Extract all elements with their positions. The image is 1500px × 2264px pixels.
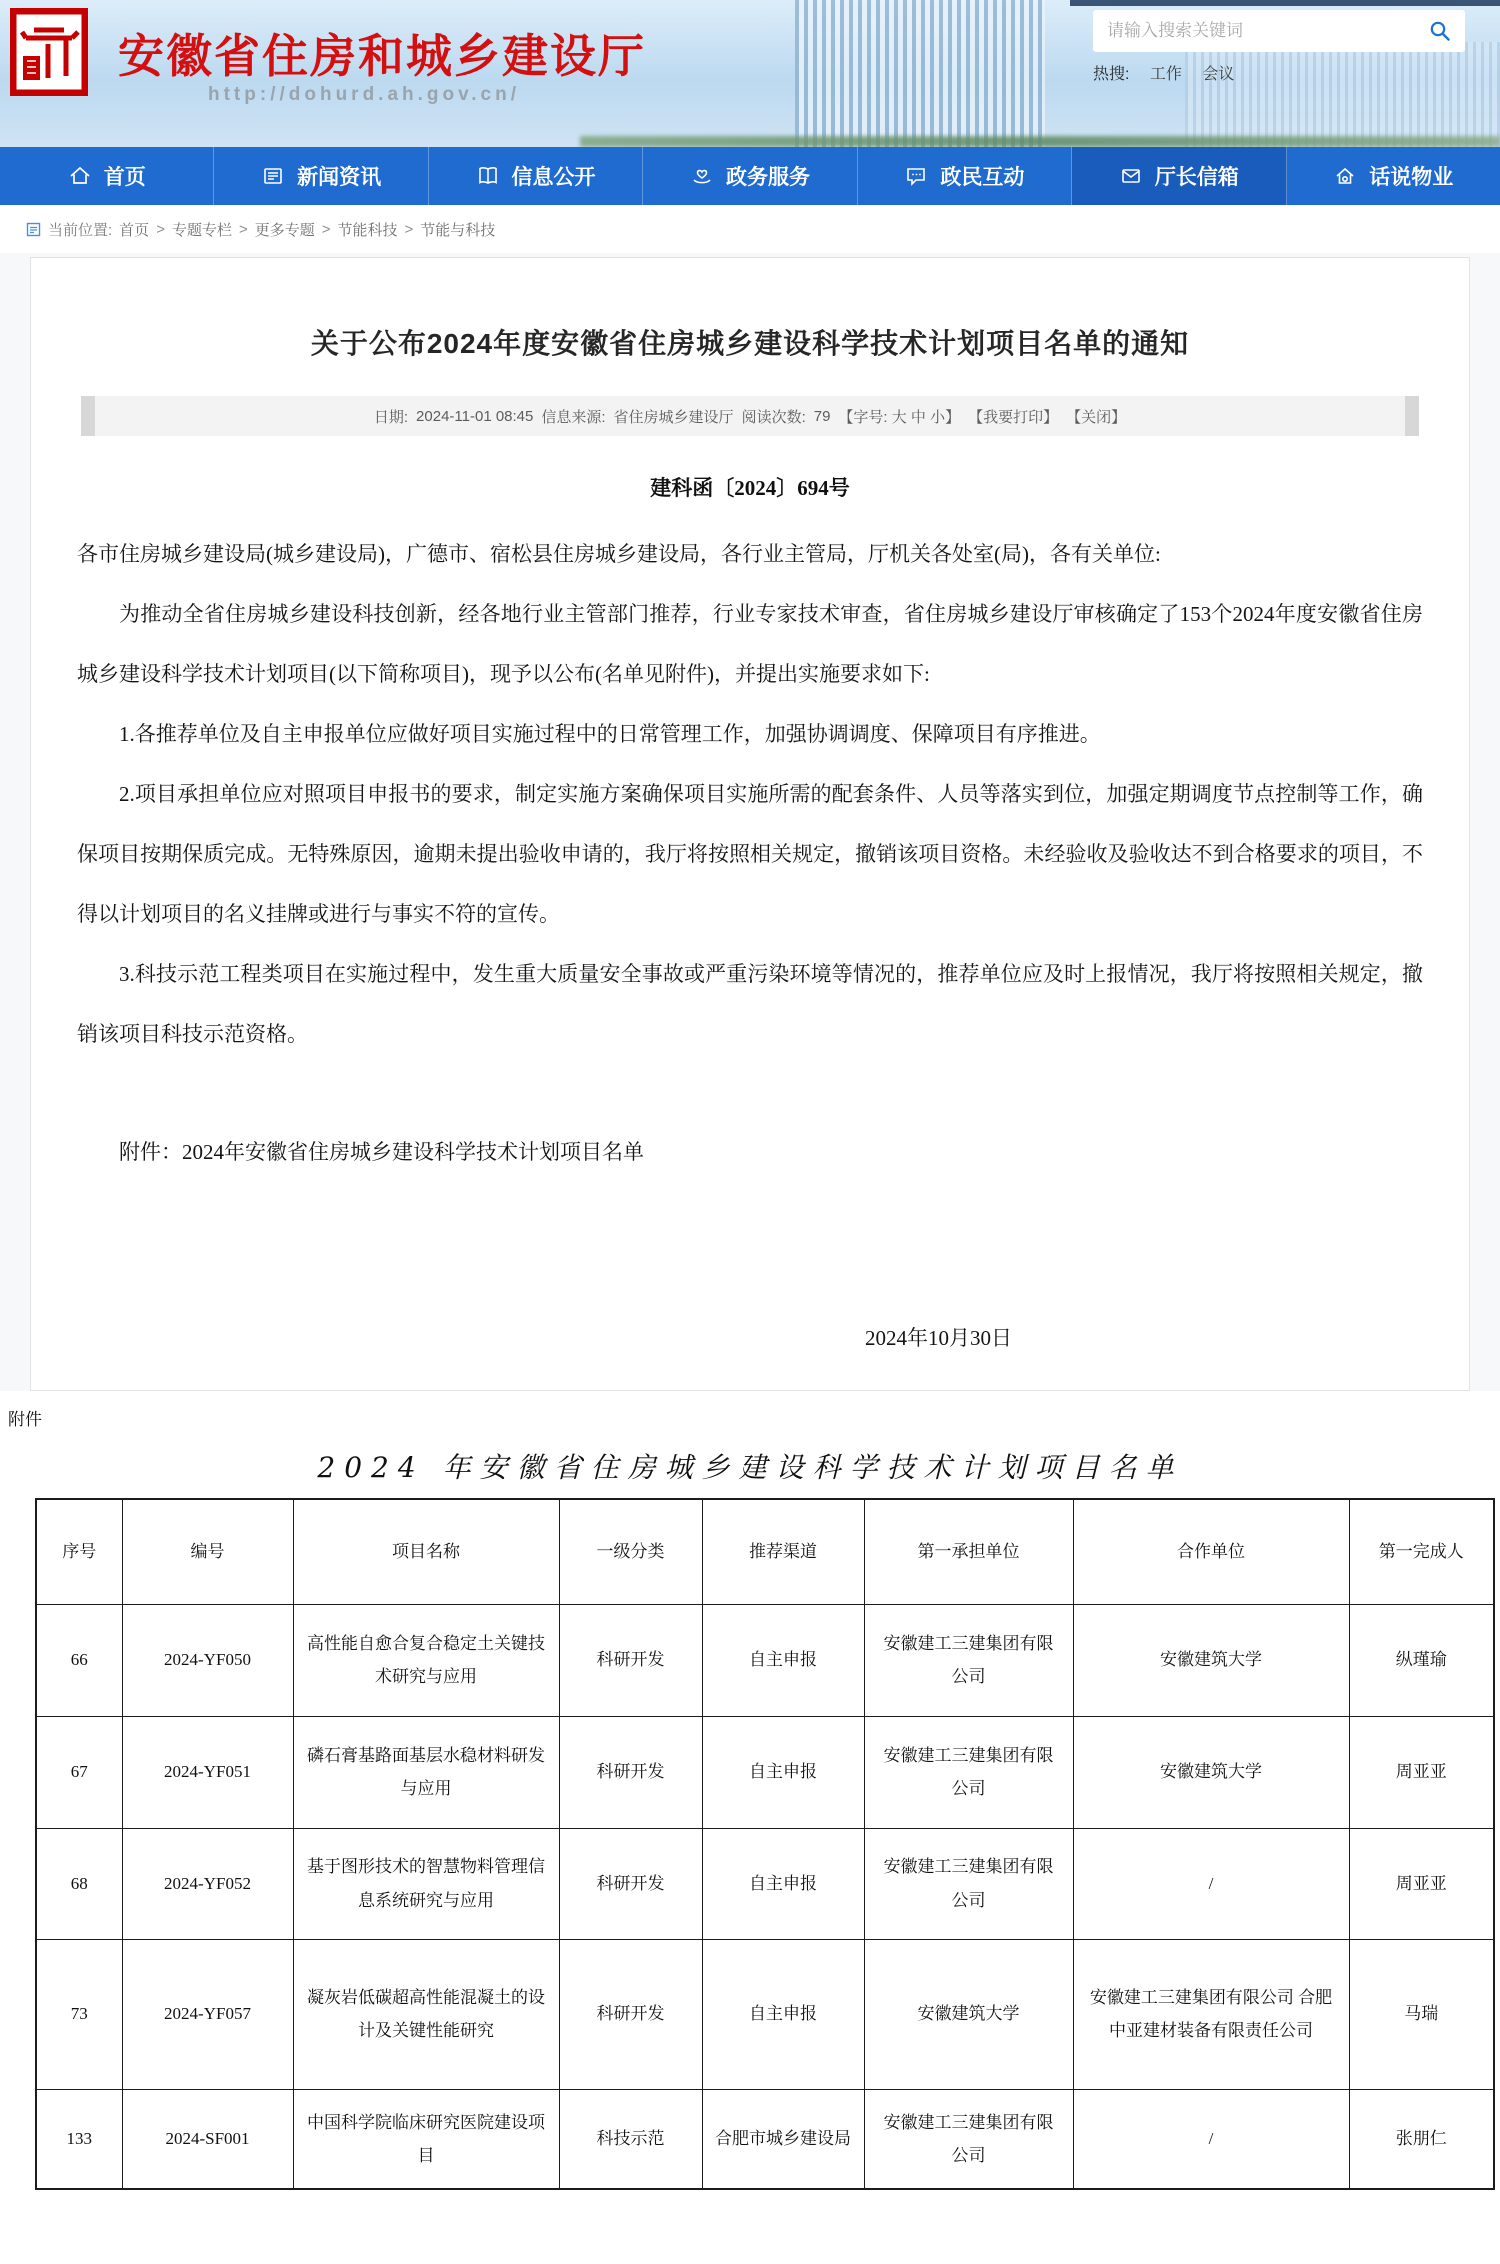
cell-code: 2024-YF050 [122,1604,293,1716]
nav-label: 信息公开 [511,166,596,189]
col-header-lead-unit: 第一承担单位 [864,1499,1073,1604]
search-button[interactable] [1423,14,1457,48]
cell-seq: 66 [36,1604,122,1716]
col-header-seq: 序号 [36,1499,122,1604]
nav-label: 话说物业 [1369,166,1454,189]
cell-category: 科研开发 [559,1716,702,1828]
cell-lead-unit: 安徽建工三建集团有限公司 [864,2089,1073,2189]
cell-code: 2024-SF001 [122,2089,293,2189]
table-row [36,1716,1494,1828]
cell-partner-unit: / [1073,2089,1349,2189]
project-table [35,1498,1495,2190]
cell-first-author: 纵瑾瑜 [1349,1604,1494,1716]
cell-category: 科研开发 [559,1939,702,2089]
breadcrumb-separator: > [321,220,331,238]
cell-seq: 133 [36,2089,122,2189]
site-url: http://dohurd.ah.gov.cn/ [208,84,521,105]
cell-category: 科研开发 [559,1604,702,1716]
document-number: 建科函〔2024〕694号 [650,476,850,500]
meta-date-label: 日期: [373,408,409,426]
breadcrumb-label: 当前位置: [48,221,113,239]
meta-bar-end-cap [1405,396,1419,436]
cell-code: 2024-YF052 [122,1828,293,1939]
hot-search-label: 热搜: [1093,66,1130,83]
col-header-partner-unit: 合作单位 [1073,1499,1349,1604]
breadcrumb-item-home[interactable]: 首页 [119,221,150,239]
agency-logo-icon [10,8,88,96]
page-title: 关于公布2024年度安徽省住房城乡建设科学技术计划项目名单的通知 [310,328,1190,359]
mailbox-icon [1119,164,1143,188]
meta-views-label: 阅读次数: [741,408,806,426]
close-button[interactable]: 【关闭】 [1066,408,1127,426]
cell-seq: 73 [36,1939,122,2089]
breadcrumb-separator: > [238,220,248,238]
search-input[interactable] [1097,21,1423,41]
meta-views-value: 79 [813,407,831,425]
cell-first-author: 周亚亚 [1349,1828,1494,1939]
breadcrumb-item-energy-and-tech[interactable]: 节能与科技 [420,221,496,239]
col-header-category: 一级分类 [559,1499,702,1604]
col-header-first-author: 第一完成人 [1349,1499,1494,1604]
print-button[interactable]: 【我要打印】 [968,408,1059,426]
cell-lead-unit: 安徽建筑大学 [864,1939,1073,2089]
cell-first-author: 张朋仁 [1349,2089,1494,2189]
building-photo-decoration [795,0,1045,147]
cell-channel: 自主申报 [702,1716,864,1828]
table-row [36,1939,1494,2089]
search-box[interactable] [1093,10,1465,52]
article-meta-bar [81,396,1419,436]
paragraph-requirement-3: 3.科技示范工程类项目在实施过程中，发生重大质量安全事故或严重污染环境等情况的，推荐单位应及时上报情况，我厅将按照相关规定，撤销该项目科技示范资格。 [77,962,1423,1046]
location-icon [26,222,41,237]
attachment-label: 附件 [8,1410,42,1429]
cell-project-name: 磷石膏基路面基层水稳材料研发与应用 [293,1716,559,1828]
hot-search [1093,61,1234,84]
home-icon [68,164,92,188]
table-row [36,1828,1494,1939]
cell-channel: 自主申报 [702,1828,864,1939]
col-header-project-name: 项目名称 [293,1499,559,1604]
meta-source-value: 省住房城乡建设厅 [613,408,734,426]
cell-partner-unit: 安徽建筑大学 [1073,1604,1349,1716]
nav-item-info-disclosure[interactable] [429,147,643,205]
trees-decoration [580,136,1500,147]
paragraph-requirement-2: 2.项目承担单位应对照项目申报书的要求，制定实施方案确保项目实施所需的配套条件、人员等落实到位，加强定期调度节点控制等工作，确保项目按期保质完成。无特殊原因，逾期未提出验收申请的，我厅将按照相关规定，撤销该项目资格。未经验收及验收达不到合格要求的项目，不得以计划项目的名义挂牌或进行与事实不符的宣传。 [77,782,1423,926]
signature-date: 2024年10月30日 [865,1326,1013,1350]
search-icon [1428,19,1452,43]
breadcrumb-separator: > [156,220,165,238]
site-title: 安徽省住房和城乡建设厅 [118,30,646,82]
meta-source-label: 信息来源: [541,408,606,426]
nav-item-property-talk[interactable] [1287,147,1500,205]
breadcrumb-separator: > [404,220,414,238]
article-body [77,524,1423,1182]
nav-label: 政民互动 [940,166,1025,189]
cell-lead-unit: 安徽建工三建集团有限公司 [864,1828,1073,1939]
font-size-control[interactable]: 【字号: 大 中 小】 [838,408,961,426]
cell-project-name: 高性能自愈合复合稳定土关键技术研究与应用 [293,1604,559,1716]
nav-item-director-mailbox[interactable] [1072,147,1286,205]
nav-item-news[interactable] [214,147,428,205]
nav-label: 厅长信箱 [1154,166,1239,189]
photo-edge-decoration [1070,0,1500,6]
cell-first-author: 周亚亚 [1349,1716,1494,1828]
cell-project-name: 凝灰岩低碳超高性能混凝土的设计及关键性能研究 [293,1939,559,2089]
attachment-reference-line: 附件：2024年安徽省住房城乡建设科学技术计划项目名单 [119,1140,644,1164]
breadcrumb-item-more-topics[interactable]: 更多专题 [254,221,315,239]
cell-project-name: 基于图形技术的智慧物料管理信息系统研究与应用 [293,1828,559,1939]
cell-partner-unit: 安徽建工三建集团有限公司 合肥中亚建材装备有限责任公司 [1073,1939,1349,2089]
cell-partner-unit: 安徽建筑大学 [1073,1716,1349,1828]
cell-category: 科技示范 [559,2089,702,2189]
cell-lead-unit: 安徽建工三建集团有限公司 [864,1604,1073,1716]
paragraph-intro: 为推动全省住房城乡建设科技创新，经各地行业主管部门推荐，行业专家技术审查，省住房城乡建设厅审核确定了153个2024年度安徽省住房城乡建设科学技术计划项目(以下简称项目)，现予以公布(名单见附件)，并提出实施要求如下: [77,602,1423,686]
cell-project-name: 中国科学院临床研究医院建设项目 [293,2089,559,2189]
meta-date-value: 2024-11-01 08:45 [416,407,534,425]
open-book-icon [476,164,500,188]
cell-category: 科研开发 [559,1828,702,1939]
meta-bar-end-cap [81,396,95,436]
main-nav [0,147,1500,205]
nav-item-gov-services[interactable] [643,147,857,205]
breadcrumb [0,205,1500,253]
cell-code: 2024-YF051 [122,1716,293,1828]
nav-label: 政务服务 [725,166,810,189]
cell-code: 2024-YF057 [122,1939,293,2089]
breadcrumb-item-special-columns[interactable]: 专题专栏 [171,221,232,239]
table-row [36,1604,1494,1716]
attachment-table-title: 2024 年安徽省住房城乡建设科学技术计划项目名单 [317,1451,1183,1484]
site-header [0,0,1500,147]
property-house-icon [1333,164,1357,188]
cell-seq: 67 [36,1716,122,1828]
cell-seq: 68 [36,1828,122,1939]
nav-label: 首页 [103,166,146,189]
nav-label: 新闻资讯 [297,166,382,189]
news-icon [261,164,285,188]
main-content-area [0,253,1500,1391]
col-header-channel: 推荐渠道 [702,1499,864,1604]
nav-item-interaction[interactable] [858,147,1072,205]
cell-partner-unit: / [1073,1828,1349,1939]
paragraph-addressees: 各市住房城乡建设局(城乡建设局)，广德市、宿松县住房城乡建设局，各行业主管局，厅机关各处室(局)，各有关单位: [77,542,1161,566]
service-hands-icon [690,164,714,188]
hot-keyword-work[interactable]: 工作 [1149,66,1182,83]
cell-channel: 合肥市城乡建设局 [702,2089,864,2189]
article-card [30,257,1470,1391]
cell-first-author: 马瑞 [1349,1939,1494,2089]
col-header-code: 编号 [122,1499,293,1604]
hot-keyword-meeting[interactable]: 会议 [1202,66,1235,83]
paragraph-requirement-1: 1.各推荐单位及自主申报单位应做好项目实施过程中的日常管理工作，加强协调调度、保障项目有序推进。 [119,722,1101,746]
breadcrumb-item-energy-tech[interactable]: 节能科技 [337,221,398,239]
building-photo-decoration-2 [1185,42,1500,147]
attachment-section [0,1391,1500,2190]
nav-item-home[interactable] [0,147,214,205]
cell-channel: 自主申报 [702,1604,864,1716]
table-header-row [36,1499,1494,1604]
table-row [36,2089,1494,2189]
chat-icon [904,164,928,188]
cell-channel: 自主申报 [702,1939,864,2089]
cell-lead-unit: 安徽建工三建集团有限公司 [864,1716,1073,1828]
